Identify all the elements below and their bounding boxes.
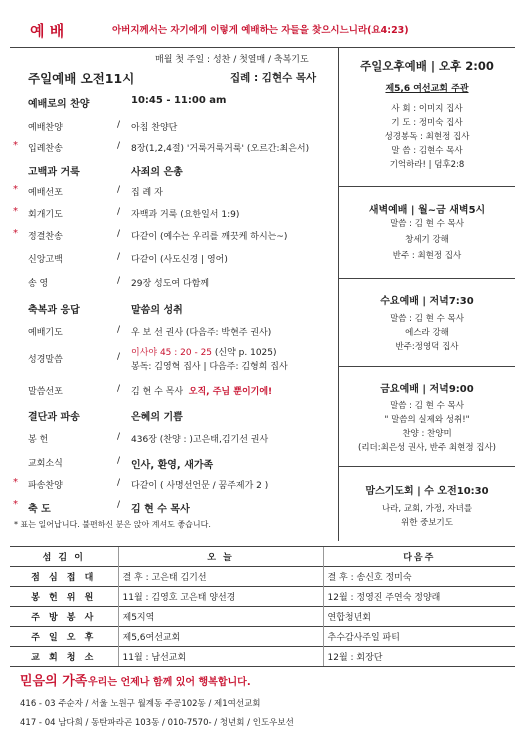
required-star: * [13, 140, 18, 151]
order-slash: / [117, 352, 121, 362]
order-section-value: 은혜의 기쁨 [131, 412, 183, 423]
order-label: 회개기도 [28, 210, 63, 220]
order-value: 다같이 ( 사명선언문 / 꿈주제가 2 ) [131, 481, 269, 491]
table-cell: 11월 : 김영호 고은태 양선경 [118, 587, 323, 607]
order-slash: / [117, 276, 121, 286]
order-section-value: 10:45 - 11:00 am [131, 95, 227, 106]
order-slash: / [117, 500, 121, 510]
preacher: 김 현 수 목사 [131, 387, 184, 397]
order-value: 다같이 (사도신경 | 영어) [131, 255, 228, 265]
service-block-title: 맘스기도회 | 수 오전10:30 [365, 486, 489, 497]
service-detail: 에스라 강해 [405, 328, 449, 338]
service-detail: 말씀 : 김 현 수 목사 [390, 314, 464, 324]
service-detail: 기 도 : 정미숙 집사 [391, 118, 463, 128]
table-cell: 11월 : 남선교회 [118, 647, 323, 667]
order-slash: / [117, 478, 121, 488]
table-cell: 제5,6여선교회 [118, 627, 323, 647]
service-title: 주일예배 오전11시 [28, 71, 135, 86]
required-star: * [13, 206, 18, 217]
order-label: 입례찬송 [28, 144, 63, 154]
table-cell: 봉 헌 위 원 [10, 587, 118, 607]
order-slash: / [117, 120, 121, 130]
sidebar-divider [339, 366, 515, 367]
table-cell: 12월 : 정영진 주연숙 정양래 [323, 587, 515, 607]
sidebar-divider [339, 186, 515, 187]
sermon-readers: 봉독: 김영혁 집사 | 다음주: 김형희 집사 [131, 362, 288, 372]
table-cell: 점 심 접 대 [10, 567, 118, 587]
column-header: 오 늘 [118, 547, 323, 567]
order-value: 자백과 거룩 (요한일서 1:9) [131, 210, 240, 220]
order-label: 송 영 [28, 279, 49, 289]
service-detail: 반주 : 최현정 집사 [392, 251, 462, 261]
column-header: 섬 김 이 [10, 547, 118, 567]
service-detail: 말씀 : 김 현 수 목사 [390, 219, 464, 229]
service-block-title: 새벽예배 | 월~금 새벽5시 [368, 205, 486, 216]
table-cell: 결 후 : 송신호 정미숙 [323, 567, 515, 587]
family-subtitle: 우리는 언제나 함께 있어 행복합니다. [88, 677, 251, 688]
order-section-label: 예배로의 찬양 [28, 99, 90, 110]
table-cell: 12월 : 회장단 [323, 647, 515, 667]
order-slash: / [117, 384, 121, 394]
order-label: 정결찬송 [28, 232, 63, 242]
service-block-title: 수요예배 | 저녁7:30 [380, 296, 474, 307]
service-detail: 성경봉독 : 최현정 집사 [384, 132, 470, 142]
service-detail: " 말씀의 실제와 성취!" [384, 415, 470, 425]
order-label: 교회소식 [28, 459, 63, 469]
service-detail: 찬양 : 찬양미 [402, 429, 452, 439]
table-cell: 연합청년회 [323, 607, 515, 627]
order-value: 아침 찬양단 [131, 123, 178, 133]
order-section-value: 말씀의 성취 [131, 305, 183, 316]
required-star: * [13, 477, 18, 488]
table-header-row [10, 547, 515, 567]
header-verse: 아버지께서는 자기에게 이렇게 예배하는 자들을 찾으시느니라(요4:23) [112, 25, 409, 36]
order-section-value: 김 현 수 목사 [131, 504, 190, 515]
order-value: 29장 성도여 다함께 [131, 279, 210, 289]
family-title: 믿음의 가족 [20, 674, 88, 689]
service-detail: 기억하라! | 덤후2:8 [389, 160, 465, 170]
order-label: 성경말씀 [28, 355, 63, 365]
order-slash: / [117, 252, 121, 262]
service-detail: 말씀 : 김 현 수 목사 [390, 401, 464, 411]
service-host: 제5,6 여선교회 주관 [385, 84, 469, 94]
service-detail: 사 회 : 이미지 집사 [391, 104, 463, 114]
service-detail: (리더:최은성 권사, 반주 최현정 집사) [358, 443, 496, 453]
order-label: 예배기도 [28, 328, 63, 338]
order-label: 봉 헌 [28, 435, 49, 445]
order-slash: / [117, 185, 121, 195]
standing-note: * 표는 일어납니다. 불편하신 분은 앉아 계셔도 좋습니다. [14, 520, 211, 529]
order-slash: / [117, 432, 121, 442]
table-row [10, 647, 515, 667]
column-header: 다음주 [323, 547, 515, 567]
service-block-title: 주일오후예배 | 오후 2:00 [360, 59, 494, 73]
order-value: 8장(1,2,4절) '거룩거룩거룩' (오르간:최은서) [131, 144, 310, 154]
order-slash: / [117, 141, 121, 151]
family-entry: 416 - 03 주순자 / 서울 노원구 월계동 주공102동 / 제1여선교회 [20, 699, 261, 709]
order-label: 신앙고백 [28, 255, 63, 265]
duty-table [10, 546, 515, 667]
order-value: 다같이 (예수는 우리를 깨끗케 하시는~) [131, 232, 288, 242]
required-star: * [13, 184, 18, 195]
preacher-line [131, 384, 272, 397]
order-label: 예배찬양 [28, 123, 63, 133]
order-slash: / [117, 456, 121, 466]
service-detail: 반주:정영덕 집사 [395, 342, 459, 352]
service-officiant: 집례 : 김현수 목사 [230, 72, 317, 84]
order-label: 파송찬양 [28, 481, 63, 491]
schedule-note: 매월 첫 주일 : 성찬 / 첫열매 / 축복기도 [155, 55, 309, 65]
table-cell: 결 후 : 고은태 김기선 [118, 567, 323, 587]
order-slash: / [117, 325, 121, 335]
service-block-title: 금요예배 | 저녁9:00 [380, 384, 474, 395]
required-star: * [13, 228, 18, 239]
service-detail: 나라, 교회, 가정, 자녀를 [381, 504, 473, 514]
table-cell: 추수감사주일 파티 [323, 627, 515, 647]
order-value: 인사, 환영, 새가족 [131, 460, 214, 471]
order-value: 우 보 선 권사 (다음주: 박현주 권사) [131, 328, 272, 338]
service-detail: 창세기 강해 [405, 235, 449, 245]
sidebar-divider [339, 466, 515, 467]
family-entry: 417 - 04 남다희 / 동탄파라곤 103동 / 010-7570- / 청년회 / 인도우보선 [20, 718, 294, 728]
table-cell: 주 방 봉 사 [10, 607, 118, 627]
service-detail: 말 씀 : 김현수 목사 [391, 146, 463, 156]
order-section-label: 결단과 파송 [28, 412, 80, 423]
service-detail: 위한 중보기도 [401, 518, 453, 528]
order-section-label: 고백과 거룩 [28, 167, 80, 178]
order-section-label: 축복과 응답 [28, 305, 80, 316]
sermon-title: 오직, 주님 뿐이기에! [188, 387, 273, 397]
sermon-scripture: 이사야 45 : 20 - 25 [131, 348, 213, 358]
section-title: 예 배 [30, 22, 65, 40]
table-row [10, 607, 515, 627]
table-row [10, 567, 515, 587]
order-value: 집 례 자 [131, 188, 163, 198]
order-slash: / [117, 207, 121, 217]
order-section-value: 사죄의 은총 [131, 167, 183, 178]
order-slash: / [117, 229, 121, 239]
sermon-scripture-line [131, 345, 277, 358]
order-value: 436장 (찬양 : )고은태,김기선 권사 [131, 435, 269, 445]
table-row [10, 587, 515, 607]
order-label: 말씀선포 [28, 387, 63, 397]
table-cell: 제5지역 [118, 607, 323, 627]
table-cell: 주 일 오 후 [10, 627, 118, 647]
sermon-page-ref: (신약 p. 1025) [212, 348, 277, 358]
order-section-label: 축 도 [28, 504, 51, 515]
sidebar-divider [339, 278, 515, 279]
required-star: * [13, 499, 18, 510]
table-cell: 교 회 청 소 [10, 647, 118, 667]
header-divider [10, 47, 515, 48]
order-label: 예배선포 [28, 188, 63, 198]
table-row [10, 627, 515, 647]
